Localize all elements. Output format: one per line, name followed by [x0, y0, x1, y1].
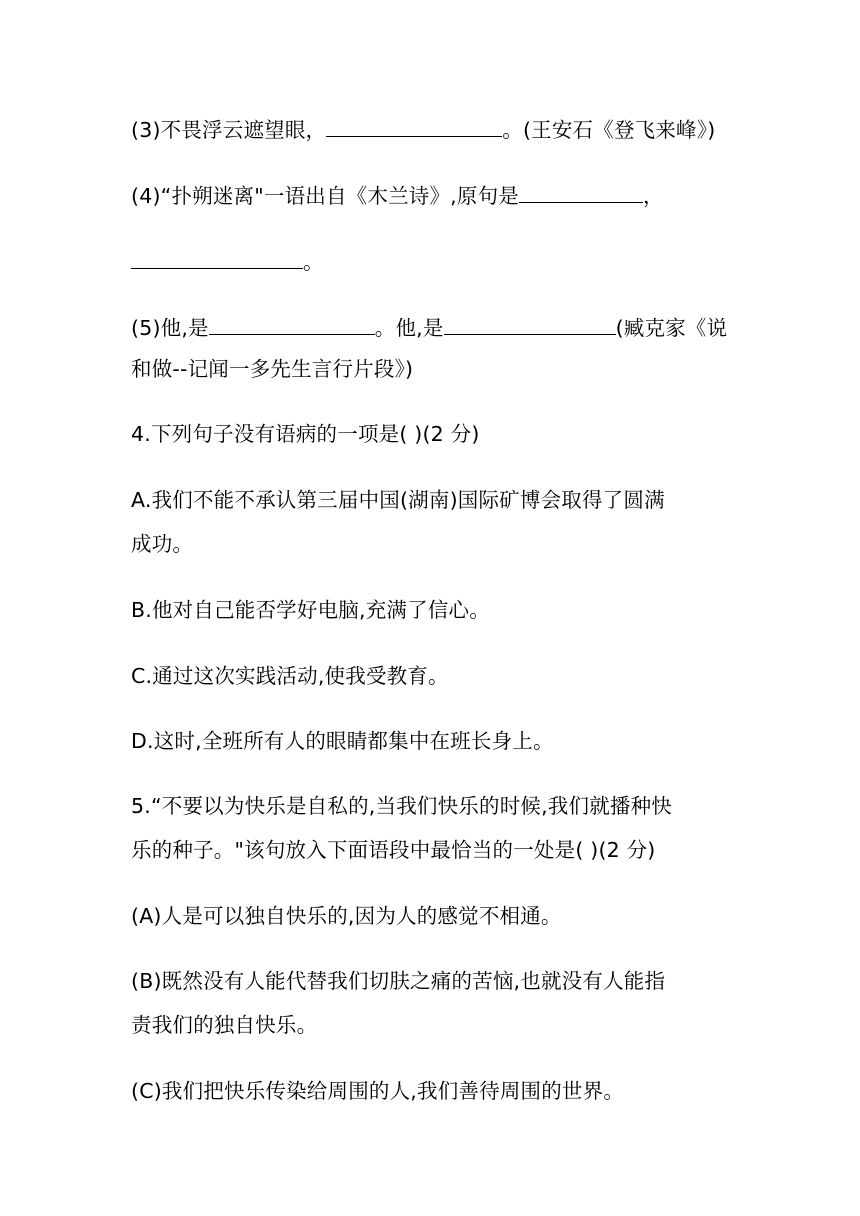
question-4-stem: 4.下列句子没有语病的一项是( )(2 分) — [131, 422, 480, 446]
answer-blank[interactable] — [444, 312, 616, 335]
question-5-stem-continued: 乐的种子。"该句放入下面语段中最恰当的一处是( )(2 分) — [131, 838, 656, 862]
question-text: 。他,是 — [374, 316, 444, 340]
question-5-option-b-continued: 责我们的独自快乐。 — [131, 1013, 318, 1037]
question-3-3 — [131, 114, 715, 144]
question-text: (臧克家《说 — [615, 316, 728, 340]
question-4-option-a: A.我们不能不承认第三届中国(湖南)国际矿博会取得了圆满 — [131, 488, 665, 512]
question-3-4-continued — [131, 246, 324, 276]
question-5-stem: 5.“不要以为快乐是自私的,当我们快乐的时候,我们就播种快 — [131, 794, 673, 818]
question-5-option-c: (C)我们把快乐传染给周围的人,我们善待周围的世界。 — [131, 1079, 625, 1103]
question-text: (4)“扑朔迷离"一语出自《木兰诗》,原句是 — [131, 184, 520, 208]
question-4-option-c: C.通过这次实践活动,使我受教育。 — [131, 664, 449, 688]
question-text: (3)不畏浮云遮望眼， — [131, 118, 327, 142]
question-4-option-d: D.这时,全班所有人的眼睛都集中在班长身上。 — [131, 729, 554, 753]
answer-blank[interactable] — [209, 312, 375, 335]
answer-blank[interactable] — [131, 246, 303, 269]
question-text: 。 — [303, 250, 324, 274]
question-text: ， — [643, 184, 664, 208]
question-3-5-continued: 和做--记闻一多先生言行片段》) — [131, 357, 414, 381]
answer-blank[interactable] — [519, 180, 643, 203]
question-5-option-b: (B)既然没有人能代替我们切肤之痛的苦恼,也就没有人能指 — [131, 969, 666, 993]
question-5-option-a: (A)人是可以独自快乐的,因为人的感觉不相通。 — [131, 904, 562, 928]
question-3-5 — [131, 312, 727, 342]
question-4-option-a-continued: 成功。 — [131, 532, 194, 556]
question-4-option-b: B.他对自己能否学好电脑,充满了信心。 — [131, 598, 490, 622]
answer-blank[interactable] — [326, 114, 502, 137]
question-text: 。(王安石《登飞来峰》) — [502, 118, 716, 142]
question-3-4 — [131, 180, 664, 210]
question-text: (5)他,是 — [131, 316, 209, 340]
